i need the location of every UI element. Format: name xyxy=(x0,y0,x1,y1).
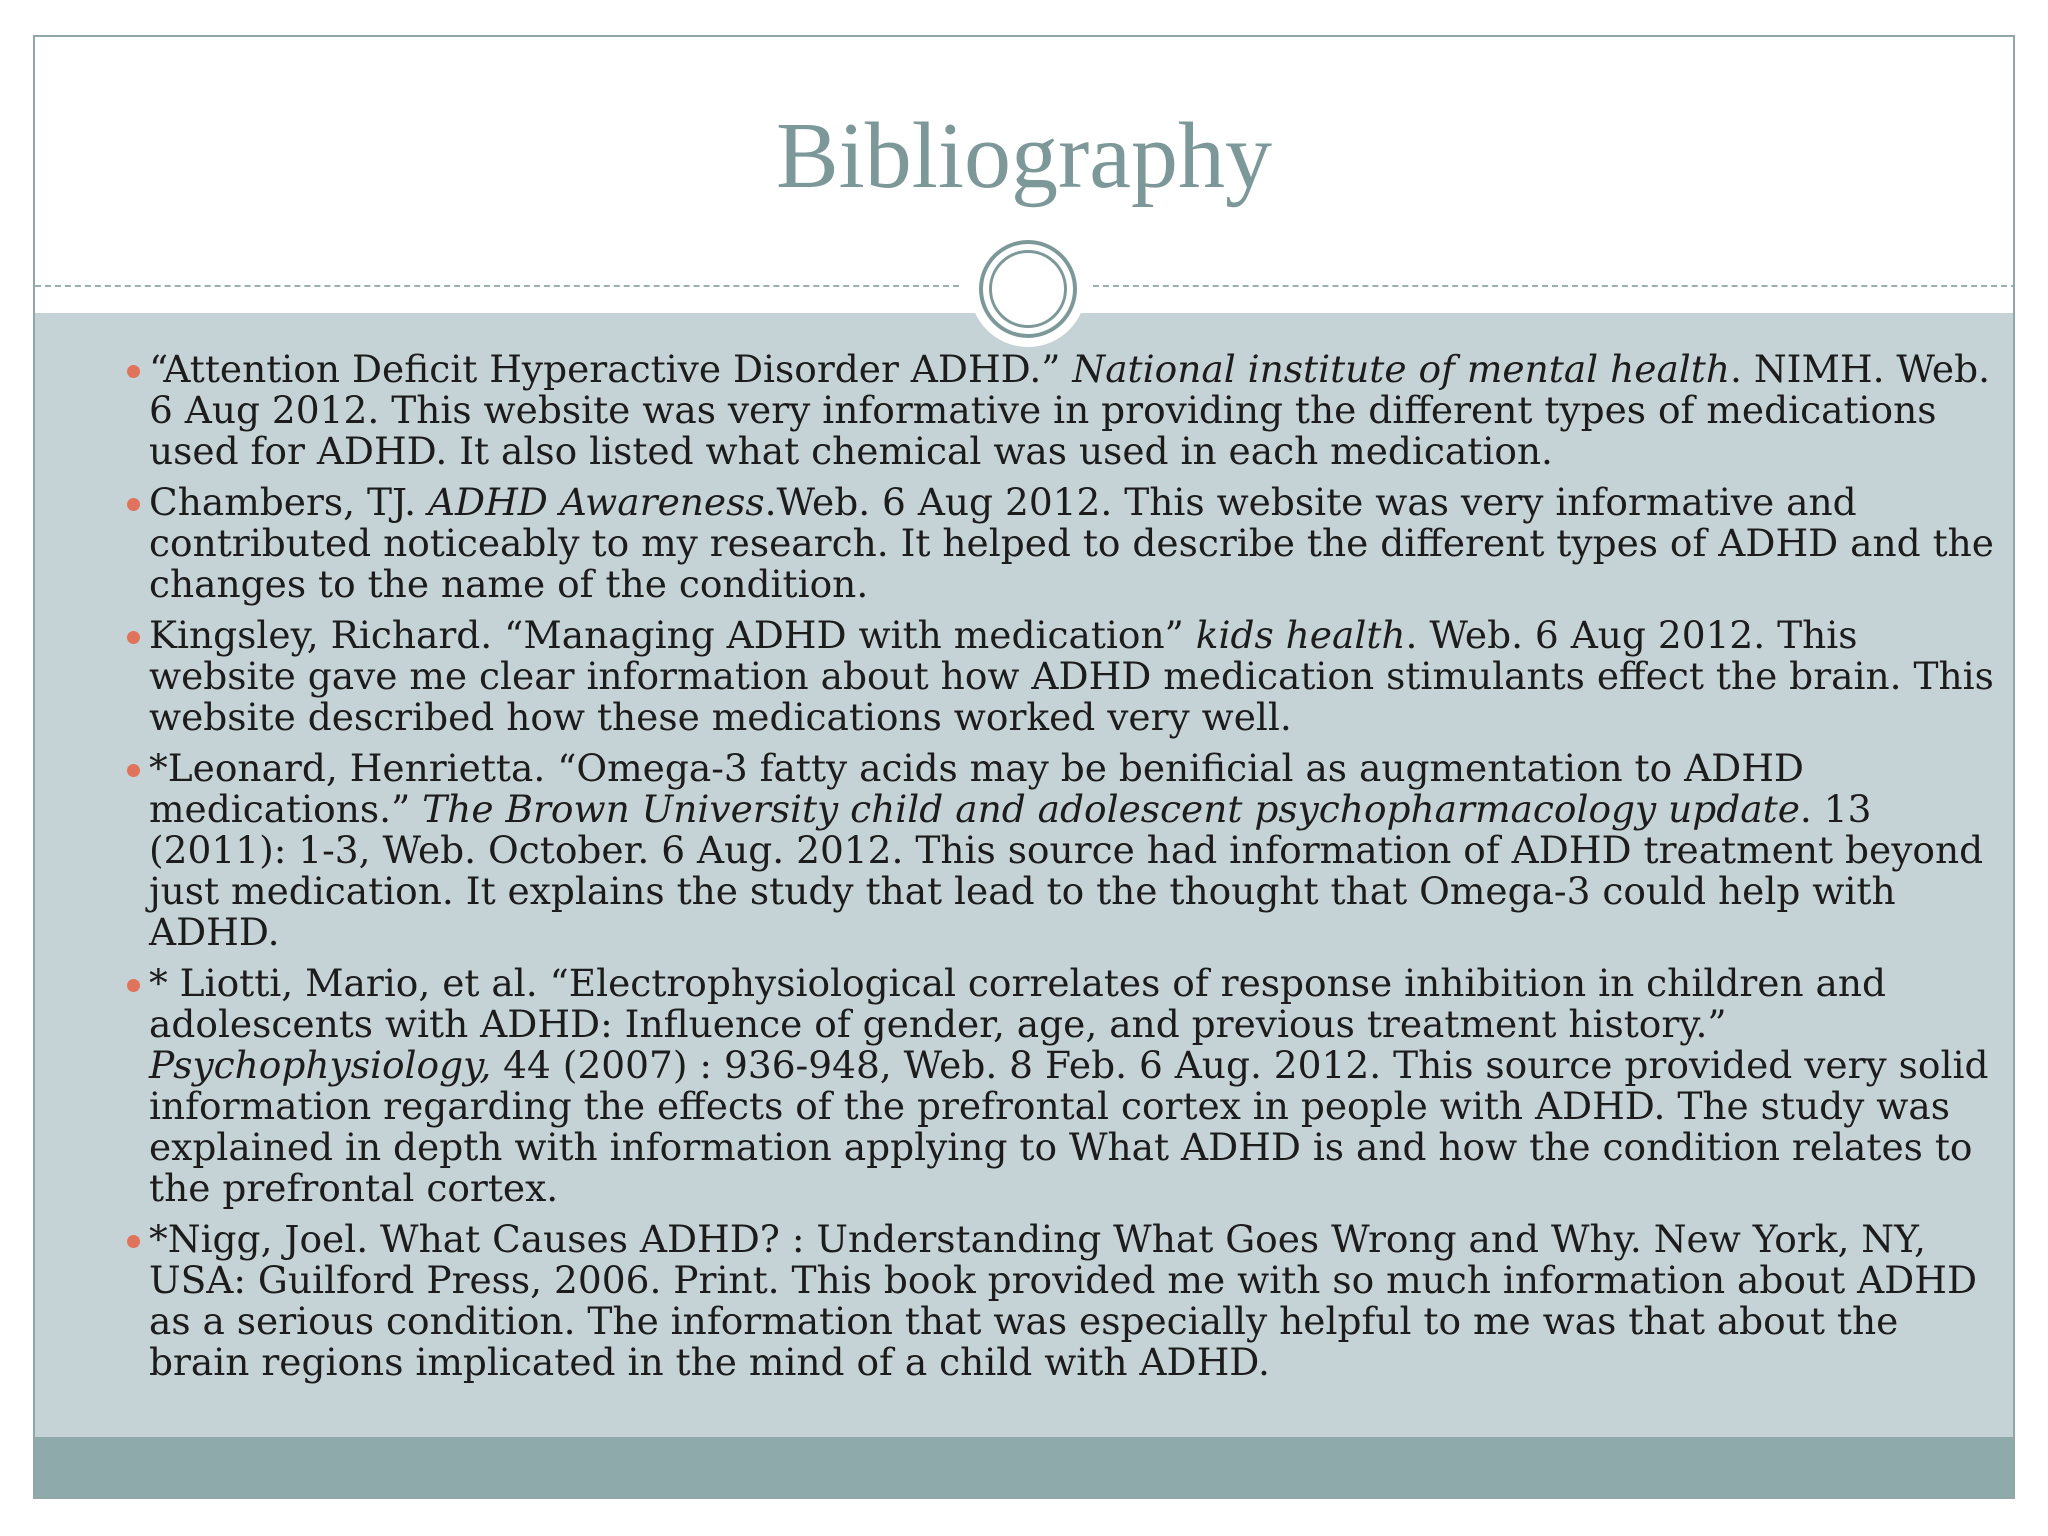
bibliography-entry xyxy=(149,615,1995,738)
entry-text: “Attention Deficit Hyperactive Disorder ADHD.” xyxy=(149,347,1073,391)
bibliography-entry xyxy=(149,1219,1995,1383)
entry-text: 44 (2007) : 936-948, Web. 8 Feb. 6 Aug. 2012. This source provided very solid information regarding the effects of the prefrontal cortex in people with ADHD. The study was explained in depth with information applying to What ADHD is and how the condition relates to the prefrontal cortex. xyxy=(149,1043,1989,1210)
entry-text: * Liotti, Mario, et al. “Electrophysiological correlates of response inhibition in children and adolescents with ADHD: Influence of gender, age, and previous treatment history.” xyxy=(149,961,1887,1046)
bibliography-entry xyxy=(149,349,1995,472)
entry-text: *Leonard, Henrietta. “Omega-3 fatty acids may be benificial as augmentation to ADHD medications.” xyxy=(149,746,1804,831)
bullet-icon xyxy=(127,365,140,378)
bullet-icon xyxy=(127,1235,140,1248)
entry-text: Chambers, TJ. xyxy=(149,480,428,524)
entry-source-title: National institute of mental health xyxy=(1072,347,1731,391)
bibliography-entry xyxy=(149,482,1995,605)
bibliography-entry xyxy=(149,963,1995,1209)
entry-text: . NIMH. Web. 6 Aug 2012. This website was very informative in providing the different types of medications used for ADHD. It also listed what chemical was used in each medication. xyxy=(149,347,1991,473)
entry-text: *Nigg, Joel. What Causes ADHD? : Understanding What Goes Wrong and Why. New York, NY, USA: Guilford Press, 2006. Print. This book provided me with so much information about ADHD as a serious condition. The information that was especially helpful to me was that about the brain regions implicated in the mind of a child with ADHD. xyxy=(149,1217,1978,1384)
entry-text: . 13 (2011): 1-3, Web. October. 6 Aug. 2012. This source had information of ADHD treatment beyond just medication. It explains the study that lead to the thought that Omega-3 could help with ADHD. xyxy=(149,787,1984,954)
footer-bar xyxy=(35,1437,2013,1499)
entry-text: .Web. 6 Aug 2012. This website was very informative and contributed noticeably to my research. It helped to describe the different types of ADHD and the changes to the name of the condition. xyxy=(149,480,1994,606)
bullet-icon xyxy=(127,498,140,511)
entry-source-title: kids health xyxy=(1195,613,1406,657)
slide-title: Bibliography xyxy=(775,104,1273,208)
bibliography-entry xyxy=(149,748,1995,953)
title-divider-right xyxy=(1093,285,2015,287)
entry-source-title: The Brown University child and adolescent psychopharmacology update xyxy=(422,787,1800,831)
bullet-icon xyxy=(127,764,140,777)
slide xyxy=(33,35,2015,1499)
entry-source-title: Psychophysiology, xyxy=(149,1043,492,1087)
circle-ornament-inner-ring xyxy=(989,250,1067,328)
bullet-icon xyxy=(127,979,140,992)
title-divider-left xyxy=(35,285,959,287)
entry-text: . Web. 6 Aug 2012. This website gave me clear information about how ADHD medication stimulants effect the brain. This website described how these medications worked very well. xyxy=(149,613,1994,739)
bullet-icon xyxy=(127,631,140,644)
entry-source-title: ADHD Awareness xyxy=(427,480,765,524)
entry-text: Kingsley, Richard. “Managing ADHD with medication” xyxy=(149,613,1196,657)
circle-ornament-icon xyxy=(970,231,1086,347)
bibliography-list xyxy=(149,349,1995,1393)
